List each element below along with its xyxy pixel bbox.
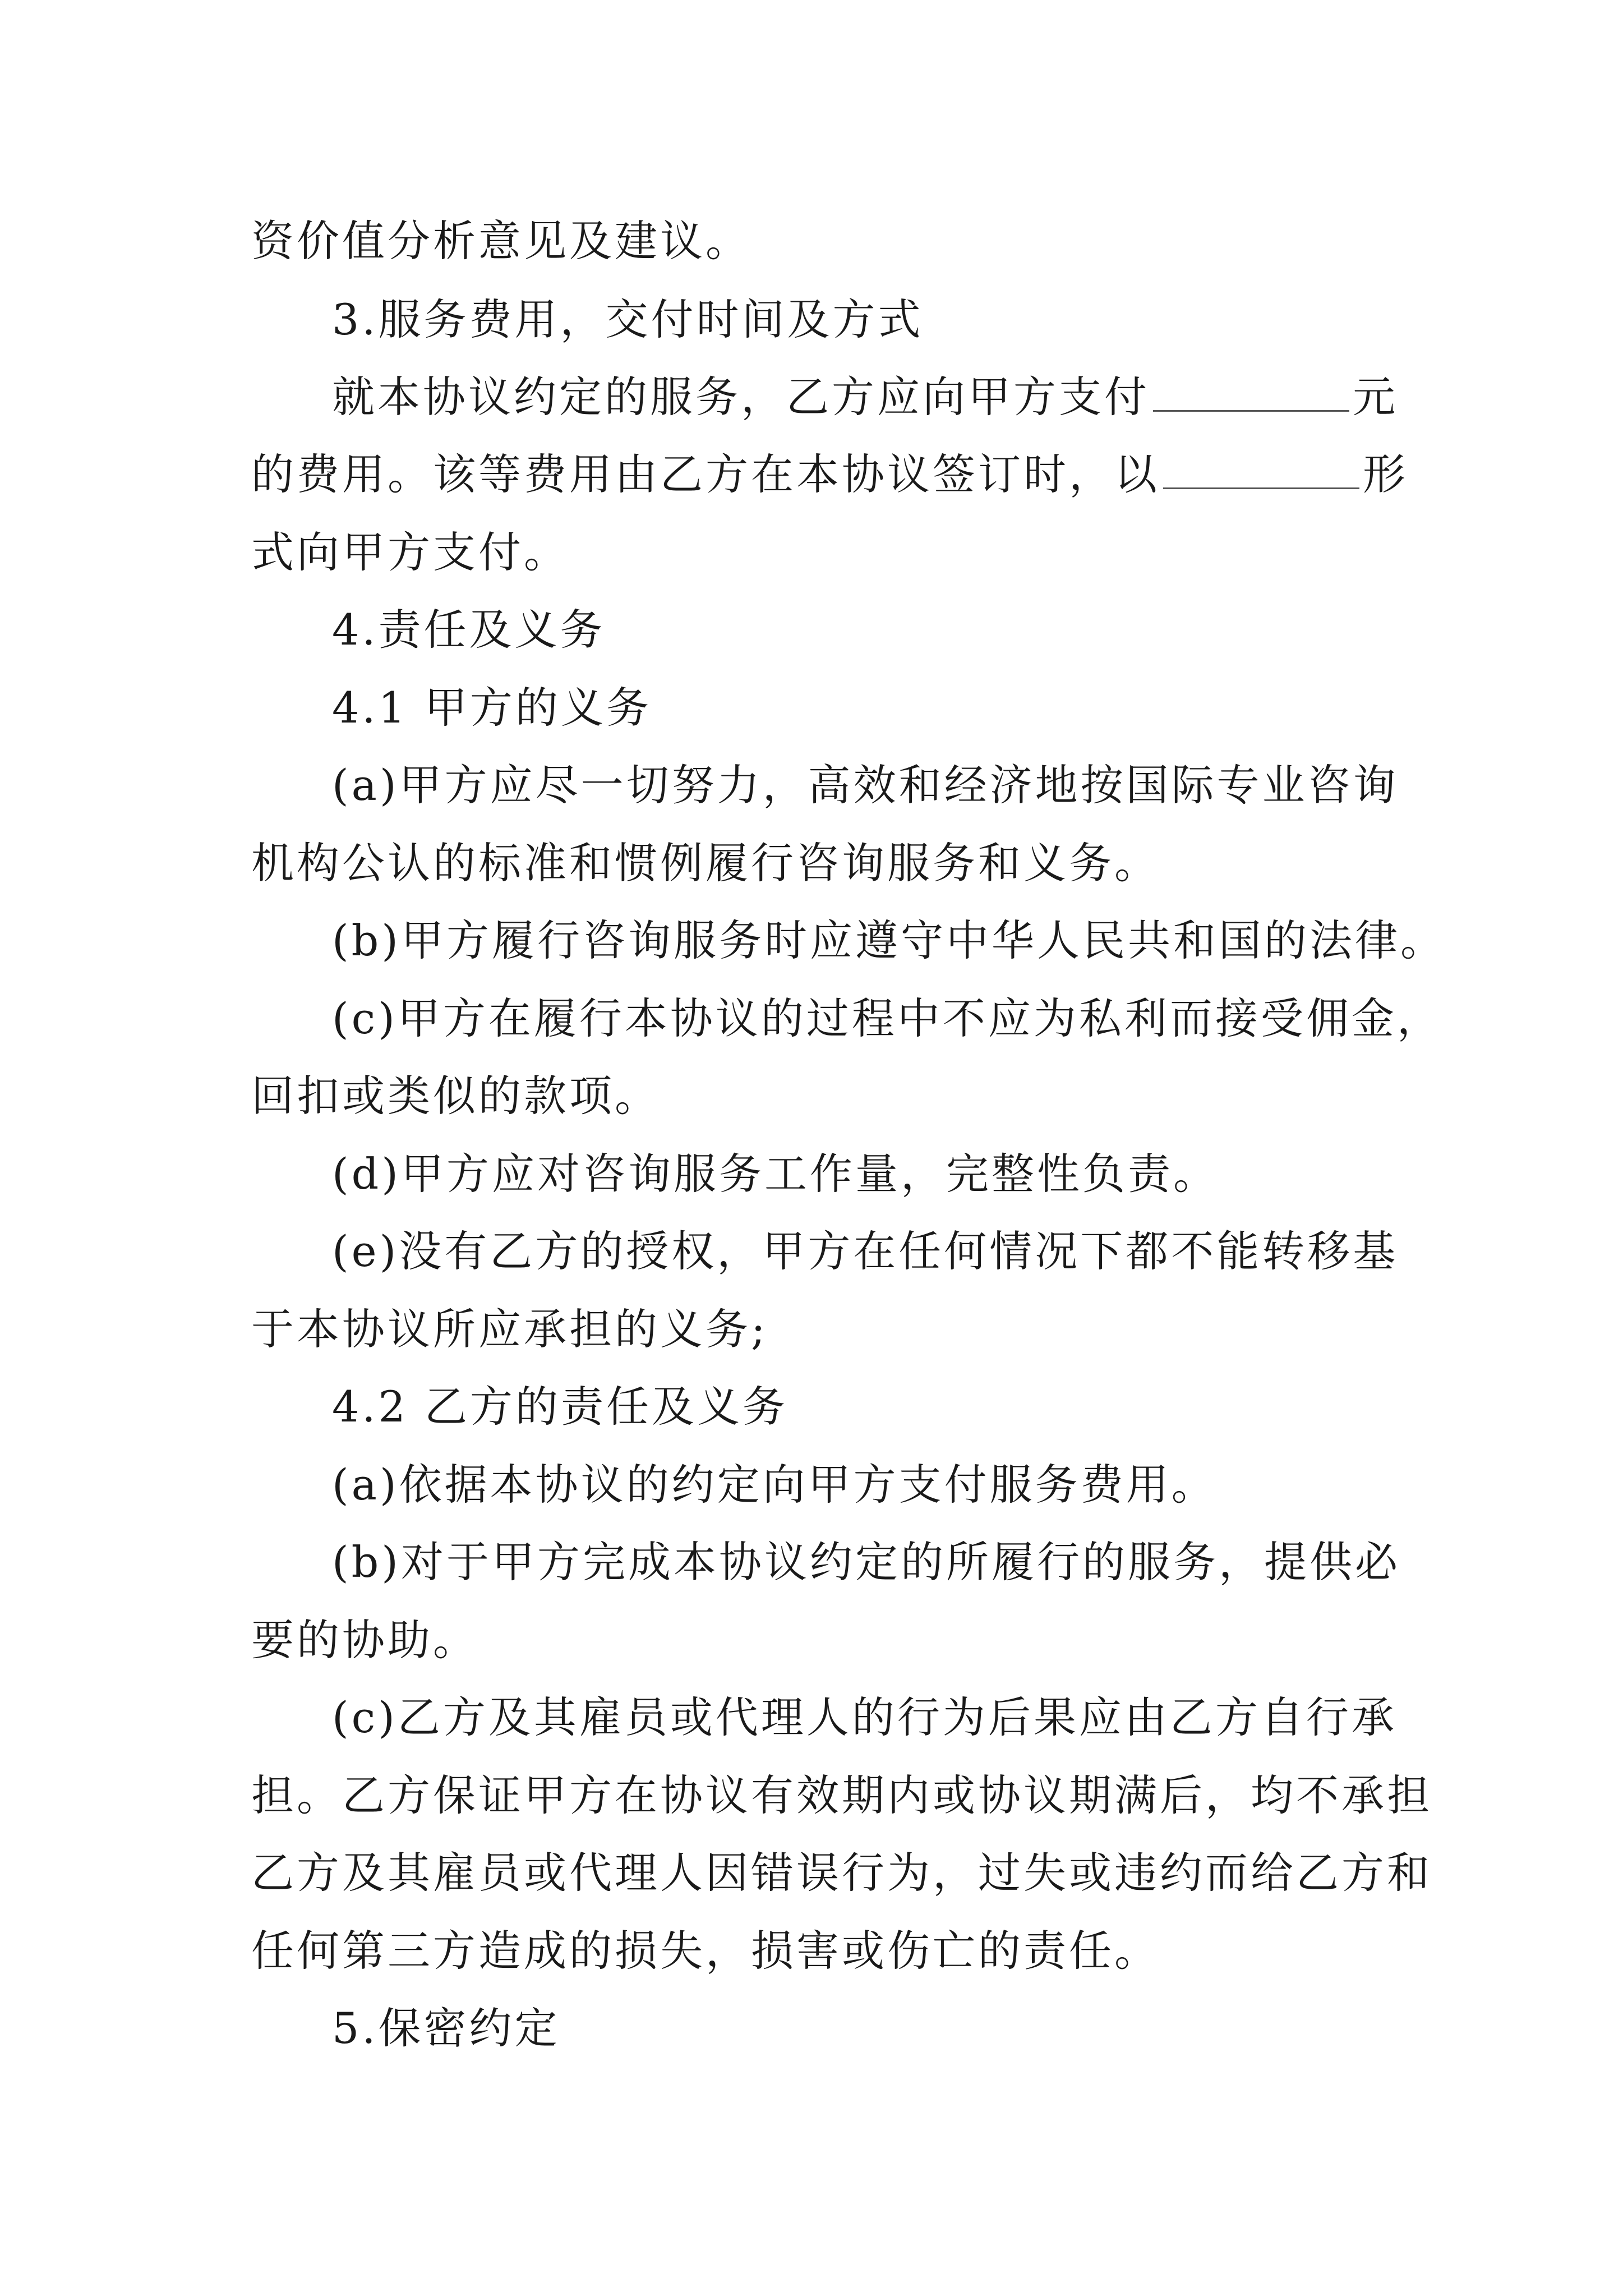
section-heading: 3.服务费用，交付时间及方式 — [332, 295, 924, 344]
text-line: 资价值分析意见及建议。 — [251, 216, 751, 266]
text-line: (d)甲方应对咨询服务工作量，完整性负责。 — [332, 1149, 1219, 1199]
text-line: 乙方及其雇员或代理人因错误行为，过失或违约而给乙方和 — [251, 1848, 1432, 1898]
amount-blank — [1153, 376, 1349, 412]
subsection-heading: 4.1 甲方的义务 — [332, 683, 652, 733]
text-segment: 的费用。该等费用由乙方在本协议签订时，以 — [251, 449, 1160, 499]
payment-form-blank — [1163, 454, 1359, 489]
text-segment: 就本协议约定的服务，乙方应向甲方支付 — [332, 372, 1150, 422]
text-line: (c)乙方及其雇员或代理人的行为后果应由乙方自行承 — [332, 1692, 1397, 1742]
text-line: 于本协议所应承担的义务; — [251, 1304, 768, 1354]
text-line: (a)依据本协议的约定向甲方支付服务费用。 — [332, 1460, 1217, 1510]
text-line: (a)甲方应尽一切努力，高效和经济地按国际专业咨询 — [332, 760, 1399, 810]
text-line — [251, 447, 1408, 503]
text-line — [332, 369, 1398, 425]
text-segment: 元 — [1353, 372, 1398, 422]
section-heading: 5.保密约定 — [332, 2003, 560, 2053]
text-line: (c)甲方在履行本协议的过程中不应为私利而接受佣金， — [332, 993, 1442, 1043]
text-line: (e)没有乙方的授权，甲方在任何情况下都不能转移基 — [332, 1226, 1399, 1276]
text-line: 机构公认的标准和惯例履行咨询服务和义务。 — [251, 838, 1160, 888]
subsection-heading: 4.2 乙方的责任及义务 — [332, 1382, 789, 1432]
section-heading: 4.责任及义务 — [332, 605, 606, 655]
text-line: (b)甲方履行咨询服务时应遵守中华人民共和国的法律。 — [332, 915, 1446, 965]
text-line: 回扣或类似的款项。 — [251, 1071, 660, 1121]
text-segment: 形 — [1363, 449, 1408, 499]
text-line: 任何第三方造成的损失，损害或伤亡的责任。 — [251, 1926, 1160, 1976]
text-line: 式向甲方支付。 — [251, 527, 569, 577]
text-line: 担。乙方保证甲方在协议有效期内或协议期满后，均不承担 — [251, 1770, 1432, 1820]
text-line: (b)对于甲方完成本协议约定的所履行的服务，提供必 — [332, 1537, 1400, 1587]
text-line: 要的协助。 — [251, 1615, 478, 1665]
